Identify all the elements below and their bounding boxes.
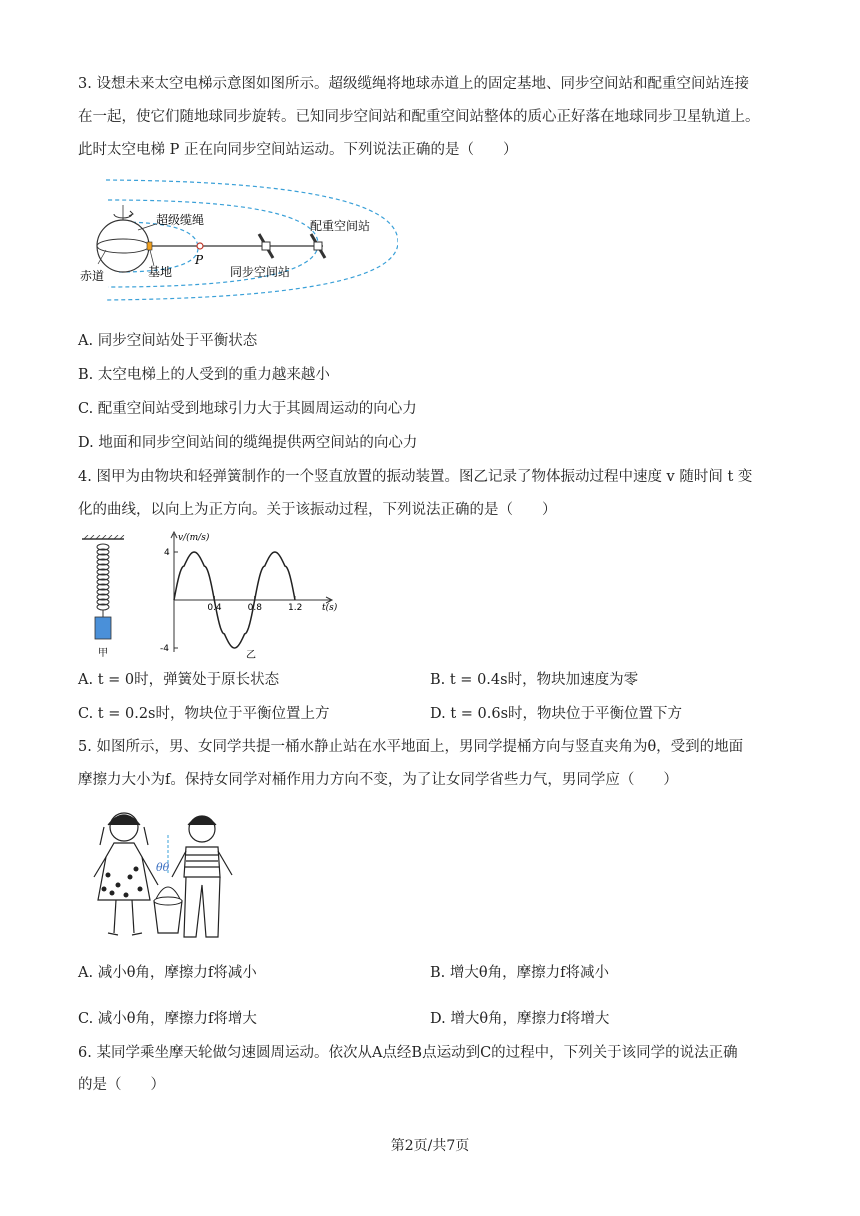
q5-option-a[interactable]: A. 减小θ角，摩擦力f将减小 — [78, 965, 257, 981]
students-bucket-figure — [84, 805, 244, 945]
label-point-p: P — [195, 253, 204, 267]
q5-line-2: 摩擦力大小为f。保持女同学对桶作用力方向不变，为了让女同学省些力气，男同学应（ ） — [78, 772, 678, 788]
q4-option-c[interactable]: C. t = 0.2s时，物块位于平衡位置上方 — [78, 706, 330, 722]
chart-x-tick-label: 1.2 — [288, 603, 303, 613]
q3-option-d[interactable]: D. 地面和同步空间站间的缆绳提供两空间站的向心力 — [78, 435, 418, 451]
q4-option-d[interactable]: D. t = 0.6s时，物块位于平衡位置下方 — [430, 706, 683, 722]
q4-option-a[interactable]: A. t = 0时，弹簧处于原长状态 — [78, 672, 280, 688]
q6-line-2: 的是（ ） — [78, 1077, 165, 1093]
q6-line-1: 6. 某同学乘坐摩天轮做匀速圆周运动。依次从A点经B点运动到C的过程中，下列关于该同学的说法正确 — [78, 1045, 738, 1061]
q3-option-b[interactable]: B. 太空电梯上的人受到的重力越来越小 — [78, 367, 330, 383]
label-jia: 甲 — [98, 648, 108, 659]
q3-line-1: 3. 设想未来太空电梯示意图如图所示。超级缆绳将地球赤道上的固定基地、同步空间站和配重空间站连接 — [78, 76, 749, 92]
chart-x-tick-label: 0.4 — [207, 603, 222, 613]
chart-x-tick-label: 0.8 — [247, 603, 262, 613]
q4-line-1: 4. 图甲为由物块和轻弹簧制作的一个竖直放置的振动装置。图乙记录了物体振动过程中速度 v 随时间 t 变 — [78, 469, 753, 485]
label-yi: 乙 — [246, 650, 256, 660]
spring-block-figure — [80, 535, 130, 660]
label-equator: 赤道 — [80, 269, 105, 283]
chart-y-tick-label: 4 — [164, 548, 170, 558]
chart-y-label: v/(m/s) — [178, 533, 210, 543]
q3-option-c[interactable]: C. 配重空间站受到地球引力大于其圆周运动的向心力 — [78, 401, 417, 417]
chart-x-label: t(s) — [322, 603, 338, 613]
q5-option-c[interactable]: C. 减小θ角，摩擦力f将增大 — [78, 1011, 257, 1027]
label-counterweight: 配重空间站 — [310, 219, 371, 233]
q3-option-a[interactable]: A. 同步空间站处于平衡状态 — [78, 333, 258, 349]
label-theta: θθ — [156, 861, 170, 874]
q4-option-b[interactable]: B. t = 0.4s时，物块加速度为零 — [430, 672, 639, 688]
velocity-time-chart — [150, 530, 340, 660]
q3-line-2: 在一起，使它们随地球同步旋转。已知同步空间站和配重空间站整体的质心正好落在地球同步卫星轨道上。 — [78, 109, 760, 125]
q5-option-d[interactable]: D. 增大θ角，摩擦力f将增大 — [430, 1011, 610, 1027]
q3-line-3: 此时太空电梯 P 正在向同步空间站运动。下列说法正确的是（ ） — [78, 142, 518, 158]
chart-y-tick-label: -4 — [160, 644, 169, 654]
label-base: 基地 — [148, 265, 173, 279]
q5-option-b[interactable]: B. 增大θ角，摩擦力f将减小 — [430, 965, 609, 981]
page-footer: 第2页/共7页 — [390, 1138, 470, 1154]
label-sync-station: 同步空间站 — [230, 265, 291, 279]
q4-line-2: 化的曲线，以向上为正方向。关于该振动过程，下列说法正确的是（ ） — [78, 502, 557, 518]
q5-line-1: 5. 如图所示，男、女同学共提一桶水静止站在水平地面上，男同学提桶方向与竖直夹角为θ，受到的地面 — [78, 739, 744, 755]
space-elevator-figure — [78, 172, 398, 302]
label-cable: 超级缆绳 — [156, 213, 205, 227]
